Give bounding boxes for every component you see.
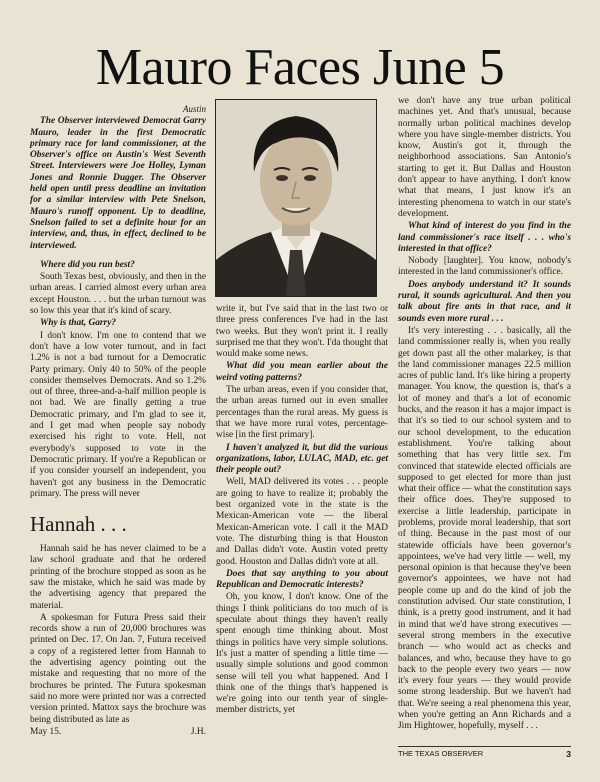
- headline: Mauro Faces June 5: [95, 39, 505, 96]
- column-3: [398, 96, 571, 734]
- answer: Nobody [laughter]. You know, nobody's interested in the land commissioner's office.: [398, 256, 571, 278]
- question: What did you mean earlier about the weird voting patterns?: [216, 361, 388, 383]
- article-paragraph: Hannah said he has never claimed to be a law school graduate and that he ordered printing of the brochure stopped as soon as he saw the mistake, which he said was made by the advertising agency that prepared the material.: [30, 544, 206, 611]
- signoff: [30, 727, 206, 738]
- answer: write it, but I've said that in the last two or three press conferences I've had in the last two weeks. But they won't print it. I really surprised me that they won't. I'da thought that would make some news.: [216, 304, 388, 360]
- publication-name: THE TEXAS OBSERVER: [398, 749, 484, 758]
- answer: It's very interesting . . . basically, all the land commissioner really is, when you really get down past all the other malarkey, is that the land commissioner manages 22.5 million acres of public land. It's like hiring a property manager. You know, the question is, that's a lot of money and that's a lot of economic bucks, and the reason it has a major impact is that it's so tied to our school system and to our school development, to the education establishment. You're talking about something that has very little sex. I'm convinced that statewide elected officials are supposed to get elected for more than just what their office — what the constitution says their office does. They're supposed to exercise a little leadership, participate in problems, provide moral leadership, that sort of thing. Because in the past most of our statewide officials have been governor's appointees, we've had very little — well, my personal opinion is that because they've been governor's appointees, we have not had people come up and do the kind of job the constitution advised. Our state constitution, I think, is a pretty good instrument, and it had in mind that we'd have strong executives — several strong members in the executive branch — who would act as checks and balances, and who, because they have to go back to the people every two years — now it's every four years — they would provide some strong leadership. But we haven't had that. We're seeing a real phenomena this year, when you're getting an Ann Richards and a Jim Hightower, hopefully, myself . . .: [398, 325, 571, 732]
- answer: Well, MAD delivered its votes . . . people are going to have to realize it; probably the best organized vote in the state is the Mexican-American vote — the liberal Mexican-American vote. I call it the MAD vote. The disturbing thing is that Houston and Dallas didn't vote. Austin voted pretty good. Houston and Dallas didn't vote at all.: [216, 477, 388, 567]
- answer: we don't have any true urban political machines yet. And that's unusual, because normally urban political machines develop where you have single-member districts. You know, Austin's got it, through the neighborhood associations. San Antonio's starting to get it. But Dallas and Houston don't appear to have anything. I don't know what that means, I just know it's an interesting phenomena to watch in our state's development.: [398, 96, 571, 219]
- question: Does anybody understand it? It sounds rural, it sounds agricultural. And then you talk about fire ants in that race, and it sounds even more rural . . .: [398, 279, 571, 324]
- page-number: 3: [566, 749, 571, 759]
- dateline: Austin: [182, 104, 206, 114]
- page-footer: [398, 746, 571, 759]
- answer: The urban areas, even if you consider that, the urban areas turned out in even smaller percentages than the rural areas. My guess is that we have more rural votes, percentage-wise [in the first primary].: [216, 385, 388, 441]
- answer: South Texas best, obviously, and then in the urban areas. I carried almost every urban area except Houston. . . . but the urban turnout was so low this year that it's kind of scary.: [30, 272, 206, 317]
- author-initials: J.H.: [190, 726, 206, 737]
- column-2: [216, 304, 388, 718]
- portrait-illustration: [216, 100, 376, 296]
- question: I haven't analyzed it, but did the various organizations, labor, LULAC, MAD, etc. get their people out?: [216, 442, 388, 476]
- question: Where did you run best?: [40, 259, 135, 270]
- intro-paragraph: The Observer interviewed Democrat Garry Mauro, leader in the first Democratic primary race for land commissioner, at the Observer's office on Austin's West Seventh Street. Interviewers were Joe Holley, Lyman Jones and Ronnie Dugger. The Observer held open until press deadline an invitation for a similar interview with Pete Snelson, Mauro's runoff opponent. Up to deadline, Snelson failed to set a definite hour for an interview, and, thus, in effect, declined to be interviewed.: [30, 116, 206, 251]
- answer: I don't know. I'm one to contend that we don't have a low voter turnout, and in fact 1.2% is not a bad turnout for a Democratic Party primary. Only 40 to 50% of the people consider themselves Democrats. And so 1.2% out of three, three-and-a-half million people is not bad. We are finally getting a true Democratic primary, and I'm glad to see it, and I get mad when people say nobody exercised his right to vote. Hell, not everybody's supposed to vote in the Democratic primary. If you're a Republican or if you consider yourself an independent, you haven't got any business in the Democratic primary. The press will never: [30, 330, 206, 499]
- portrait-photo: [215, 99, 377, 297]
- signoff-date: May 15.: [30, 726, 62, 737]
- question: What kind of interest do you find in the land commissioner's race itself . . . who's interested in that office?: [398, 221, 571, 254]
- question: Why is that, Garry?: [40, 318, 117, 329]
- question: Does that say anything to you about Republican and Democratic interests?: [216, 568, 388, 591]
- column-1: [30, 104, 206, 739]
- answer: Oh, you know, I don't know. One of the things I think politicians do too much of is speculate about things they haven't really spent enough time thinking about. Most things in politics have very simple solutions. It's just a matter of spending a little time — usually simple solutions and good common sense will tell you what happened. And I think one of the things that's happened is we're going into our tenth year of single-member districts, yet: [216, 592, 388, 716]
- subhead: Hannah . . .: [30, 512, 127, 537]
- article-paragraph: A spokesman for Futura Press said their records show a run of 20,000 brochures was printed on Dec. 17. On Jan. 7, Futura received a copy of a registered letter from Hannah to the advertising agency pointing out the mistake and requesting that no more of the brochures be printed. The Futura spokesman said no more were printed nor was a corrected version printed. Mattox says the brochure was being distributed as late as: [30, 612, 206, 725]
